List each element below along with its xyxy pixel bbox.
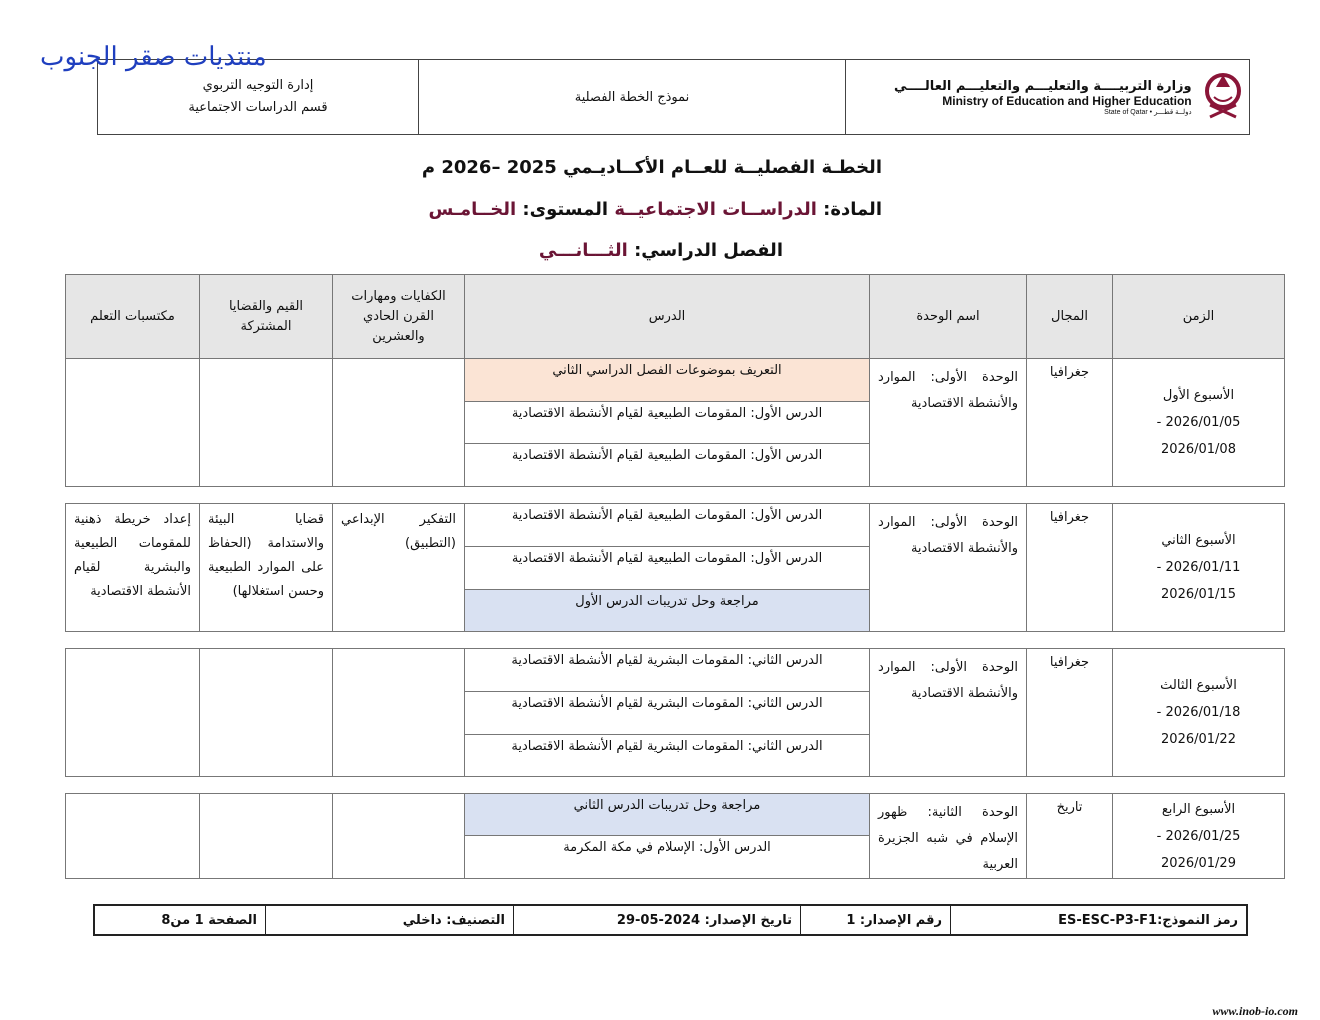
level-label: المستوى: <box>516 199 615 220</box>
week-label: الأسبوع الثالث <box>1160 678 1237 693</box>
ministry-name-en: Ministry of Education and Higher Education <box>942 93 1192 108</box>
document-header <box>97 59 1250 135</box>
values-cell <box>200 649 333 777</box>
week-block <box>65 358 1285 487</box>
week-date-from: 2026/01/05 - <box>1156 415 1241 430</box>
form-code: رمز النموذج:ES-ESC-P3-F1 <box>950 906 1246 934</box>
lesson-cell: الدرس الثاني: المقومات البشرية لقيام الأنشطة الاقتصادية <box>465 735 870 777</box>
lesson-cell: الدرس الأول: الإسلام في مكة المكرمة <box>465 836 870 879</box>
semester-line <box>539 240 783 261</box>
outcomes-cell <box>66 794 200 879</box>
values-cell <box>200 359 333 487</box>
plan-title: الخطـة الفصليــة للعــام الأكــاديـمي 2025 –2026 م <box>421 157 882 178</box>
outcomes-cell <box>66 649 200 777</box>
competencies-cell <box>333 359 465 487</box>
week-block <box>65 793 1285 879</box>
document-footer <box>93 904 1248 936</box>
column-unit: اسم الوحدة <box>870 275 1027 359</box>
competencies-cell <box>333 649 465 777</box>
site-url: www.inob-io.com <box>1212 1004 1298 1018</box>
week-unit: الوحدة الأولى: الموارد والأنشطة الاقتصادية <box>870 359 1027 487</box>
week-date-to: 2026/01/15 <box>1161 587 1236 602</box>
week-date-to: 2026/01/22 <box>1161 732 1236 747</box>
lesson-cell: الدرس الثاني: المقومات البشرية لقيام الأنشطة الاقتصادية <box>465 692 870 735</box>
lesson-cell: الدرس الثاني: المقومات البشرية لقيام الأنشطة الاقتصادية <box>465 649 870 692</box>
form-title: نموذج الخطة الفصلية <box>419 60 846 134</box>
column-lesson: الدرس <box>465 275 870 359</box>
week-field: تاريخ <box>1027 794 1113 879</box>
lesson-cell: الدرس الأول: المقومات الطبيعية لقيام الأنشطة الاقتصادية <box>465 402 870 444</box>
column-time: الزمن <box>1113 275 1285 359</box>
level-value: الخــامـس <box>428 199 517 220</box>
week-time <box>1113 504 1285 632</box>
lesson-cell: مراجعة وحل تدريبات الدرس الثاني <box>465 794 870 836</box>
week-time <box>1113 359 1285 487</box>
lesson-cell: الدرس الأول: المقومات الطبيعية لقيام الأنشطة الاقتصادية <box>465 504 870 547</box>
competencies-cell <box>333 794 465 879</box>
week-unit: الوحدة الثانية: ظهور الإسلام في شبه الجزيرة العربية <box>870 794 1027 879</box>
forum-watermark: منتديات صقر الجنوب <box>40 42 267 72</box>
subject-value: الدراســات الاجتماعيــة <box>614 199 817 220</box>
week-date-to: 2026/01/08 <box>1161 442 1236 457</box>
week-date-from: 2026/01/18 - <box>1156 705 1241 720</box>
week-block <box>65 503 1285 632</box>
qatar-emblem-icon <box>1202 67 1244 127</box>
week-unit: الوحدة الأولى: الموارد والأنشطة الاقتصادية <box>870 649 1027 777</box>
ministry-text <box>894 79 1192 116</box>
semester-label: الفصل الدراسي: <box>627 240 783 261</box>
lesson-cell: مراجعة وحل تدريبات الدرس الأول <box>465 590 870 632</box>
outcomes-cell: إعداد خريطة ذهنية للمقومات الطبيعية والبشرية لقيام الأنشطة الاقتصادية <box>66 504 200 632</box>
week-time <box>1113 794 1285 879</box>
column-outcomes: مكتسبات التعلم <box>66 275 200 359</box>
ministry-name-ar: وزارة التربيــــة والتعليـــم والتعليـــم العالــــي <box>894 78 1192 94</box>
column-competencies: الكفايات ومهارات القرن الحادي والعشرين <box>333 275 465 359</box>
week-field: جغرافيا <box>1027 649 1113 777</box>
values-cell: قضايا البيئة والاستدامة (الحفاظ على الموارد الطبيعية وحسن استغلالها) <box>200 504 333 632</box>
week-time <box>1113 649 1285 777</box>
week-date-from: 2026/01/25 - <box>1156 828 1241 844</box>
column-values: القيم والقضايا المشتركة <box>200 275 333 359</box>
week-label: الأسبوع الثاني <box>1161 533 1236 548</box>
week-block <box>65 648 1285 777</box>
plan-table-header <box>65 274 1285 359</box>
semester-value: الثـــانـــي <box>538 240 628 261</box>
page-number: الصفحة 1 من8 <box>161 912 257 928</box>
lesson-cell: الدرس الأول: المقومات الطبيعية لقيام الأنشطة الاقتصادية <box>465 547 870 590</box>
week-date-from: 2026/01/11 - <box>1156 560 1241 575</box>
subject-label: المادة: <box>816 199 882 220</box>
week-label: الأسبوع الأول <box>1162 388 1235 403</box>
competencies-cell: التفكير الإبداعي (التطبيق) <box>333 504 465 632</box>
week-unit: الوحدة الأولى: الموارد والأنشطة الاقتصادية <box>870 504 1027 632</box>
lesson-cell: التعريف بموضوعات الفصل الدراسي الثاني <box>465 359 870 402</box>
state-of-qatar: State of Qatar • دولــة قطـــر <box>1104 108 1192 116</box>
issue-date: تاريخ الإصدار: 2024-05-29 <box>513 906 800 934</box>
week-field: جغرافيا <box>1027 504 1113 632</box>
classification: التصنيف: داخلي <box>265 906 513 934</box>
department-name: إدارة التوجيه التربوي <box>202 78 314 93</box>
subject-line <box>428 199 882 220</box>
lesson-cell: الدرس الأول: المقومات الطبيعية لقيام الأنشطة الاقتصادية <box>465 444 870 487</box>
week-field: جغرافيا <box>1027 359 1113 487</box>
week-date-to: 2026/01/29 <box>1161 855 1236 871</box>
column-field: المجال <box>1027 275 1113 359</box>
ministry-block <box>846 60 1249 134</box>
values-cell <box>200 794 333 879</box>
week-label: الأسبوع الرابع <box>1161 801 1236 817</box>
version-number: رقم الإصدار: 1 <box>800 906 950 934</box>
outcomes-cell <box>66 359 200 487</box>
section-name: قسم الدراسات الاجتماعية <box>188 100 328 115</box>
